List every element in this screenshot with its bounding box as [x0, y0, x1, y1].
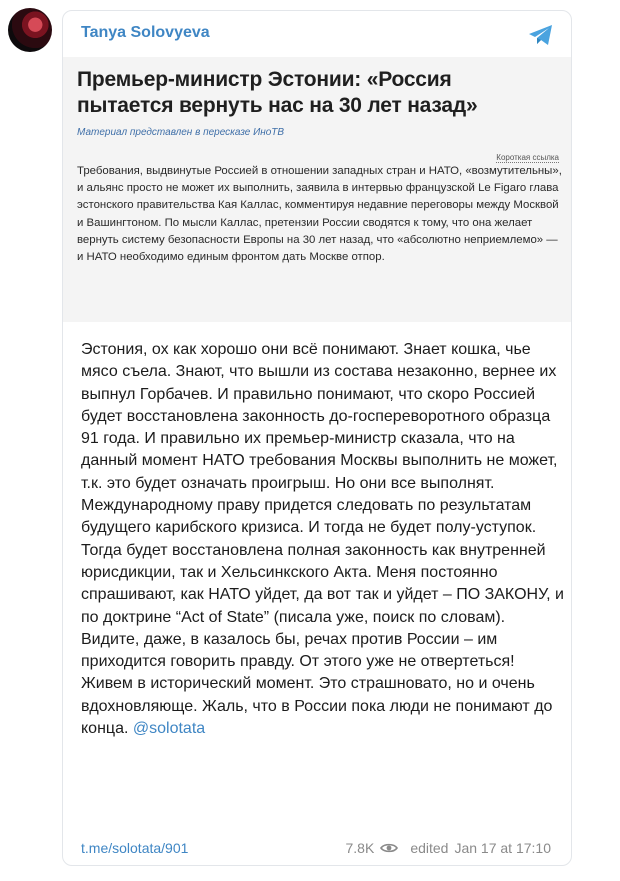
author-name[interactable]: Tanya Solovyeva	[81, 24, 210, 41]
preview-note: Материал представлен в пересказе ИноТВ	[77, 127, 285, 138]
post-card	[62, 10, 572, 866]
view-count: 7.8K	[345, 840, 375, 856]
mention-link[interactable]: @solotata	[132, 720, 206, 738]
post-header	[63, 11, 571, 55]
preview-title[interactable]: Премьер-министр Эстонии: «Россия пытается вернуть нас на 30 лет назад»	[77, 68, 478, 117]
post-timestamp: Jan 17 at 17:10	[454, 840, 551, 856]
eye-icon	[380, 842, 398, 854]
preview-text: Требования, выдвинутые Россией в отношении западных стран и НАТО, «возмутительны», и альянс просто не может их выполнить, заявила в интервью французской Le Figaro глава эстонского правительства Кая Каллас, комментируя недавние переговоры между Москвой и Вашингтоном. По мысли Каллас, претензии России сводятся к тому, что она желает вернуть систему безопасности Европы на 30 лет назад, что «абсолютно неприемлемо» — и НАТО необходимо единым фронтом дать Москве отпор.	[77, 165, 562, 264]
post-meta	[346, 840, 552, 856]
edited-label: edited	[410, 840, 449, 856]
short-link[interactable]: Короткая ссылка	[496, 153, 559, 162]
message-body: Эстония, ох как хорошо они всё понимают. Знает кошка, чье мясо съела. Знают, что вышли из состава незаконно, вернее их выпнул Горбачев. И правильно понимают, что скоро Россией будет восстановлена законность до-госпереворотного образца 91 года. И правильно их премьер-министр сказала, что на данный момент НАТО требования Москвы выполнить не может, т.к. это будет означать проигрыш. Но они все выполнят. Международному праву придется следовать по результатам будущего карибского кризиса. И тогда не будет полу-уступок. Тогда будет восстановлена полная законность как внутренней юрисдикции, так и Хельсинкского Акта. Меня постоянно спрашивают, как НАТО уйдет, да вот так и уйдет – ПО ЗАКОНУ, и по доктрине “Act of State” (писала уже, поиск по словам). Видите, даже, в казалось бы, речах против России – им приходится говорить правду. От этого уже не отвертеться! Живем в исторический момент. Это страшновато, но и очень вдохновляюще. Жаль, что в России пока люди не понимают до конца.	[81, 341, 564, 738]
post-link[interactable]: t.me/solotata/901	[81, 840, 189, 856]
message-text	[81, 339, 567, 740]
avatar[interactable]	[8, 8, 52, 52]
post-footer	[63, 839, 571, 861]
link-preview[interactable]	[63, 57, 571, 322]
telegram-icon[interactable]	[527, 23, 555, 47]
